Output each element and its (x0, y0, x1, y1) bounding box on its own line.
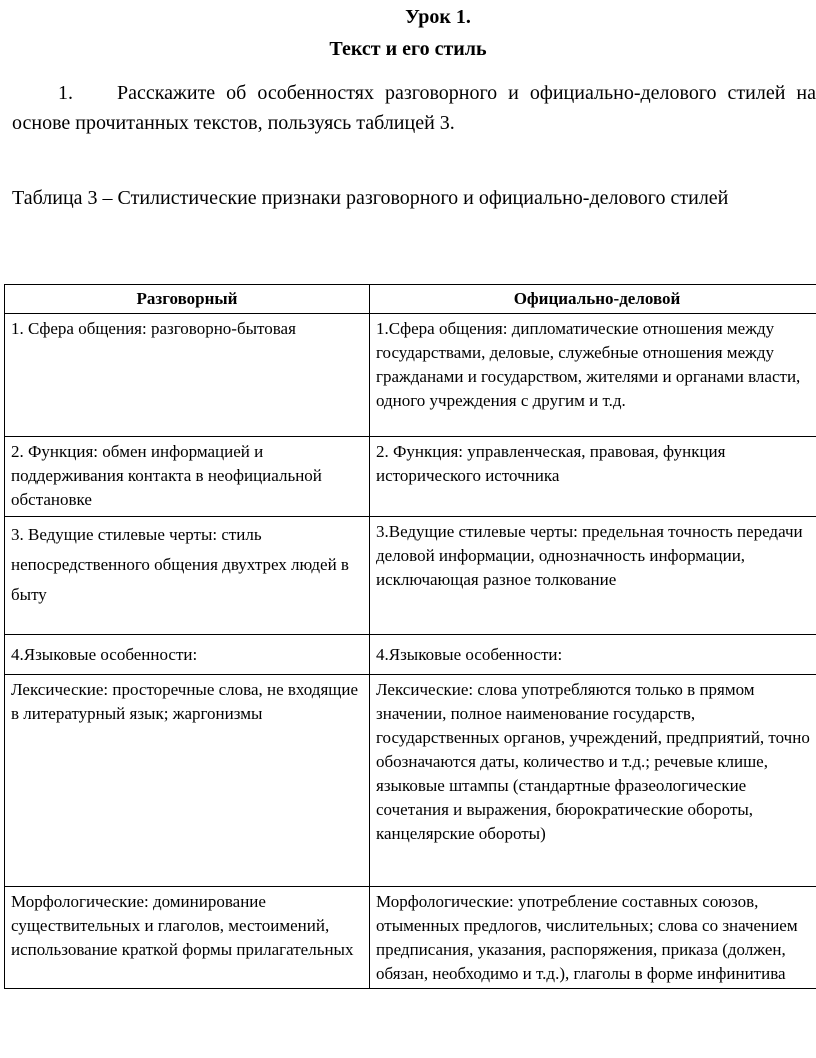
cell-colloquial-sphere: 1. Сфера общения: разговорно-бытовая (5, 314, 370, 437)
table-row (5, 675, 816, 887)
header-official: Официально-деловой (370, 285, 816, 314)
table-row (5, 517, 816, 635)
cell-official-traits: 3.Ведущие стилевые черты: предельная точность передачи деловой информации, однозначность информации, исключающая разное толкование (370, 517, 816, 635)
cell-official-sphere: 1.Сфера общения: дипломатические отношения между государствами, деловые, служебные отношения между гражданами и государством, жителями и органами власти, одного учреждения с другим и т.д. (370, 314, 816, 437)
header-colloquial: Разговорный (5, 285, 370, 314)
style-comparison-table (4, 284, 816, 989)
table-row (5, 437, 816, 517)
cell-colloquial-function: 2. Функция: обмен информацией и поддерживания контакта в неофициальной обстановке (5, 437, 370, 517)
lesson-title: Урок 1. (405, 6, 471, 28)
table-row (5, 314, 816, 437)
table-row (5, 635, 816, 675)
task-number: 1. (58, 82, 73, 104)
cell-colloquial-language: 4.Языковые особенности: (5, 635, 370, 675)
task-paragraph (12, 78, 816, 138)
cell-official-morphological: Морфологические: употребление составных союзов, отыменных предлогов, числительных; слова со значением предписания, указания, распоряжения, приказа (должен, обязан, необходимо и т.д.), глаголы в форме инфинитива (370, 887, 816, 989)
table-row (5, 887, 816, 989)
cell-official-lexical: Лексические: слова употребляются только в прямом значении, полное наименование государств, государственных органов, учреждений, предприятий, точно обозначаются даты, количество и т.д.; речевые клише, языковые штампы (стандартные фразеологические сочетания и выражения, бюрократические обороты, канцелярские обороты) (370, 675, 816, 887)
cell-colloquial-lexical: Лексические: просторечные слова, не входящие в литературный язык; жаргонизмы (5, 675, 370, 887)
lesson-subtitle: Текст и его стиль (329, 38, 487, 60)
cell-official-function: 2. Функция: управленческая, правовая, функция исторического источника (370, 437, 816, 517)
cell-colloquial-morphological: Морфологические: доминирование существительных и глаголов, местоимений, использование краткой формы прилагательных (5, 887, 370, 989)
table-header-row (5, 285, 816, 314)
cell-colloquial-traits: 3. Ведущие стилевые черты: стиль непосредственного общения двухтрех людей в быту (5, 517, 370, 635)
task-text: Расскажите об особенностях разговорного и официально-делового стилей на основе прочитанных текстов, пользуясь таблицей 3. (12, 82, 816, 134)
cell-official-language: 4.Языковые особенности: (370, 635, 816, 675)
table-caption: Таблица 3 – Стилистические признаки разговорного и официально-делового стилей (12, 187, 729, 209)
